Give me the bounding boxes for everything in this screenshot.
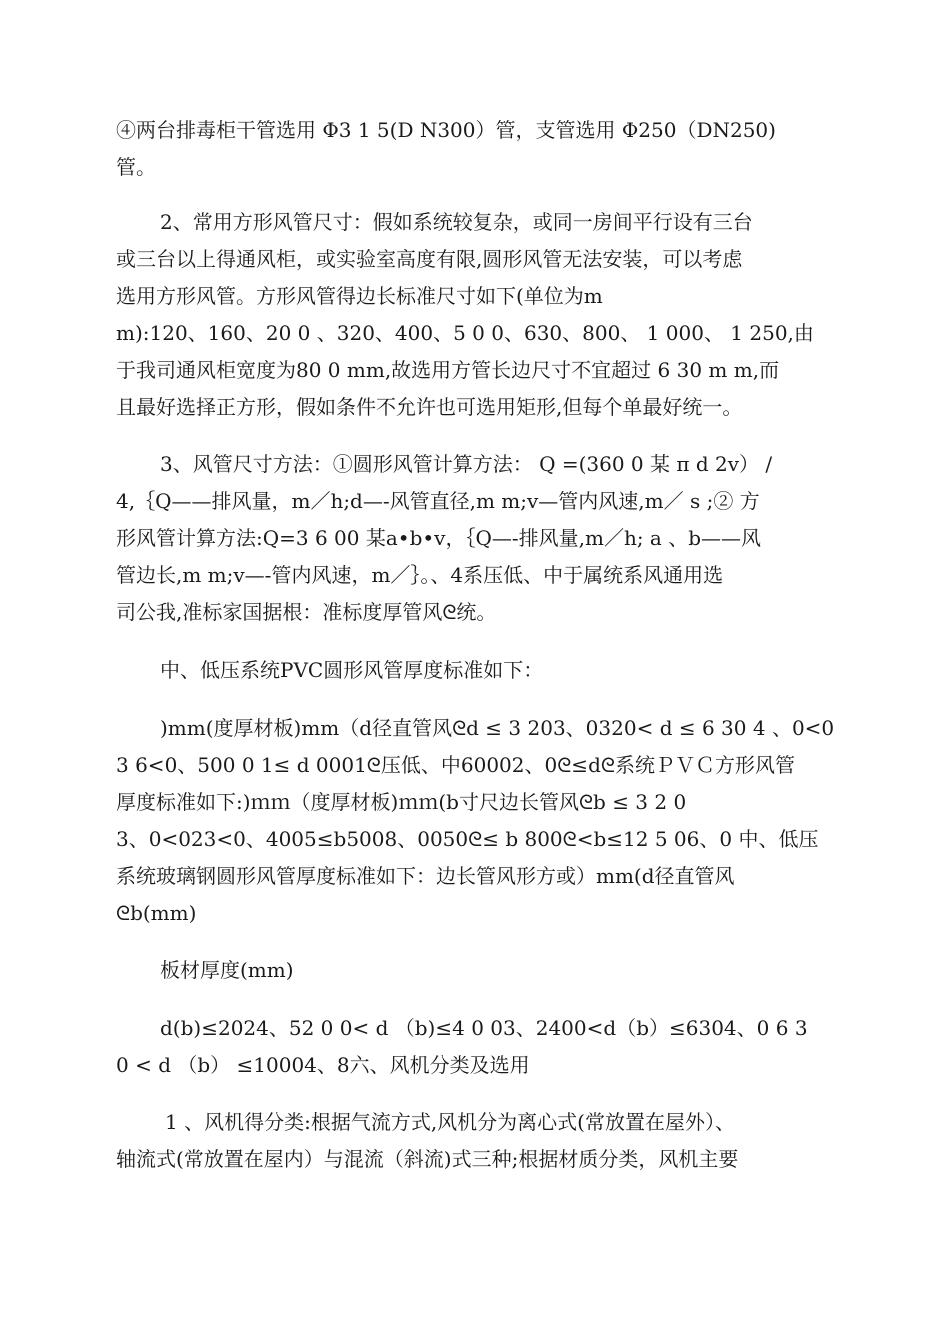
text-line: ④两台排毒柜干管选用 Φ3 1 5(D N300）管，支管选用 Φ250（DN250) xyxy=(116,118,776,142)
text-line: m):120、160、20 0 、320、400、5 0 0、630、800、 1 000、 1 250,由 xyxy=(116,321,814,345)
text-line: 于我司通风柜宽度为80 0 mm,故选用方管长边尺寸不宜超过 6 30 m m,而 xyxy=(116,358,780,382)
text-line: 形风管计算方法:Q=3 6 00 某a•b•v，｛Q—-排风量,m／h; a 、b——风 xyxy=(116,526,762,550)
text-line: ᘓb(mm) xyxy=(116,901,197,925)
paragraph-heading: 3、风管尺寸方法：①圆形风管计算方法： Q =(360 0 某 π d 2v） / xyxy=(160,452,773,476)
text-line: 0 < d （b） ≤10004、8六、风机分类及选用 xyxy=(116,1053,530,1077)
text-line: 管边长,m m;v—-管内风速，m／｝。、4系压低、中于属统系风通用选 xyxy=(116,563,724,587)
text-line: 轴流式(常放置在屋内）与混流（斜流)式三种;根据材质分类，风机主要 xyxy=(116,1147,739,1171)
text-line: 或三台以上得通风柜，或实验室高度有限,圆形风管无法安装，可以考虑 xyxy=(116,247,743,271)
text-line: 板材厚度(mm) xyxy=(160,958,294,982)
paragraph-heading: 1 、风机得分类:根据气流方式,风机分为离心式(常放置在屋外）、 xyxy=(165,1110,735,1134)
text-line: )mm(度厚材板)mm（d径直管风ᘓd ≤ 3 203、0320< d ≤ 6 30 4 、0<0 xyxy=(160,716,835,740)
text-line: d(b)≤2024、52 0 0< d （b)≤4 0 03、2400<d（b）≤6304、0 6 3 xyxy=(160,1016,808,1040)
paragraph-heading: 2、常用方形风管尺寸：假如系统较复杂，或同一房间平行设有三台 xyxy=(160,210,753,234)
text-line: 3、0<023<0、4005≤b5008、0050ᘓ≤ b 800ᘓ<b≤12 5 06、0 中、低压 xyxy=(116,827,819,851)
text-line: 4,｛Q——排风量，m／h;d—-风管直径,m m;v—管内风速,m／ s ;② 方 xyxy=(116,489,760,513)
text-line: 3 6<0、500 0 1≤ d 0001ᘓ压低、中60002、0ᘓ≤dᘓ系统ＰＶＣ方形风管 xyxy=(116,753,795,777)
text-line: 管。 xyxy=(116,155,156,179)
text-line: 厚度标准如下:)ｍｍ（度厚材板)ｍｍ(b寸尺边长管风ᘓb ≤ 3 2 0 xyxy=(116,790,687,814)
paragraph-heading: 中、低压系统PVC圆形风管厚度标准如下： xyxy=(160,658,544,682)
text-line: 系统玻璃钢圆形风管厚度标准如下：边长管风形方或）mm(d径直管风 xyxy=(116,864,735,888)
text-line: 且最好选择正方形，假如条件不允许也可选用矩形,但每个单最好统一。 xyxy=(116,395,743,419)
text-line: 选用方形风管。方形风管得边长标准尺寸如下(单位为m xyxy=(116,284,603,308)
text-line: 司公我,准标家国据根：准标度厚管风ᘓ统。 xyxy=(116,600,497,624)
